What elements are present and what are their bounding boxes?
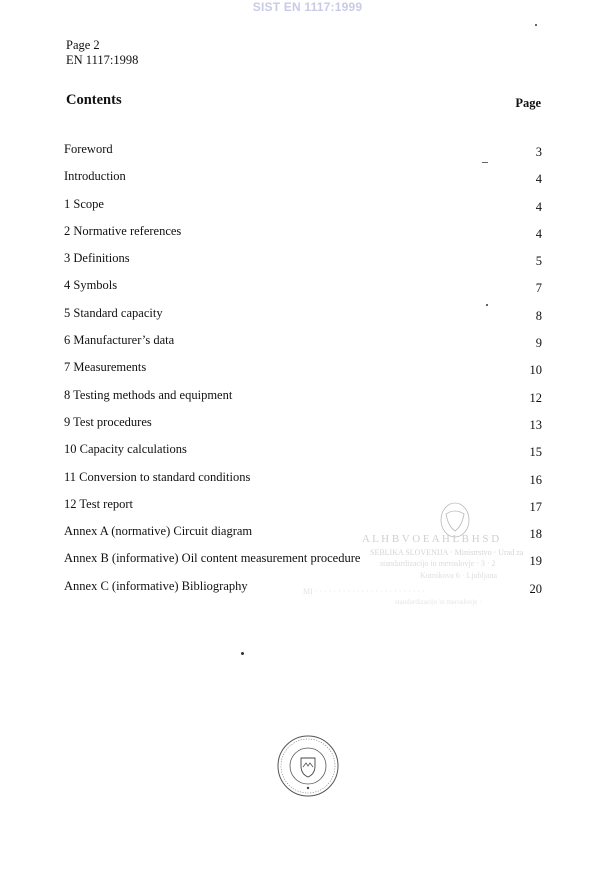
toc-entry (64, 169, 542, 196)
toc-entry-page: 18 (529, 527, 542, 542)
toc-entry-page: 17 (529, 499, 542, 514)
toc-entry-page: 5 (535, 254, 542, 269)
svg-text:Kotnikova 6 · Ljubljana: Kotnikova 6 · Ljubljana (420, 571, 498, 580)
toc-entry-title: 8 Testing methods and equipment (64, 387, 233, 402)
toc-entry-title: 9 Test procedures (64, 414, 152, 429)
svg-text:A L H B V O E A H L B H S: A L H B V O E A H L B H S D (362, 533, 500, 545)
toc-entry-title: 2 Normative references (64, 223, 182, 238)
toc-entry-page: 20 (529, 581, 542, 596)
toc-entry-title: 12 Test report (64, 496, 134, 511)
toc-entry-title: Annex A (normative) Circuit diagram (64, 524, 253, 539)
toc-entry-page: 9 (535, 336, 542, 351)
toc-entry-title: 3 Definitions (64, 251, 130, 266)
toc-entry (64, 470, 542, 497)
toc-entry-title: Foreword (64, 142, 113, 156)
toc-entry (64, 360, 542, 387)
toc-entry-title: 4 Symbols (64, 278, 118, 293)
toc-entry-page: 10 (529, 363, 542, 378)
toc-entry-page: 13 (529, 417, 542, 432)
scan-speck (486, 304, 488, 306)
toc-entry-page: 4 (535, 199, 542, 214)
svg-text:SEBLIKA SLOVENIJA · Ministrst: SEBLIKA SLOVENIJA · Ministrstvo · Urad za (370, 548, 524, 557)
scan-speck (482, 162, 488, 163)
toc-entry-title: Annex B (informative) Oil content measurement procedure (64, 551, 361, 566)
contents-title: Contents (66, 92, 122, 108)
toc-entry-title: 10 Capacity calculations (64, 442, 187, 457)
toc-entry (64, 442, 542, 469)
toc-entry-page: 15 (529, 445, 542, 460)
watermark-text: SIST EN 1117:1999 (252, 0, 363, 14)
toc-entry-page: 12 (529, 390, 542, 405)
document-id: EN 1117:1998 (66, 52, 139, 67)
toc-entry-title: Annex C (informative) Bibliography (64, 578, 248, 593)
toc-entry-page: 16 (529, 472, 542, 487)
toc-entry (64, 415, 542, 442)
toc-entry (64, 306, 542, 333)
page-column-label: Page (515, 96, 541, 110)
svg-text:standardizacijo in meroslovje: standardizacijo in meroslovje · 3 · 2 (380, 559, 496, 568)
faint-stamp-impression (300, 500, 550, 610)
page-number-line: Page 2 (66, 38, 100, 52)
toc-entry (64, 333, 542, 360)
toc-entry-title: Introduction (64, 169, 126, 184)
scan-speck (535, 24, 537, 26)
toc-entry (64, 251, 542, 278)
toc-entry-page: 4 (535, 226, 542, 241)
institutional-seal (276, 734, 340, 798)
toc-entry-page: 3 (535, 145, 542, 159)
toc-entry-title: 1 Scope (64, 196, 104, 211)
toc-entry-title: 7 Measurements (64, 360, 147, 375)
toc-entry (64, 278, 542, 305)
toc-entry-title: 11 Conversion to standard conditions (64, 469, 251, 484)
scan-speck (241, 652, 244, 655)
toc-entry (64, 224, 542, 251)
toc-entry-title: 5 Standard capacity (64, 305, 163, 320)
toc-entry-page: 7 (535, 281, 542, 296)
toc-entry-page: 19 (529, 554, 542, 569)
toc-entry (64, 197, 542, 224)
toc-entry (64, 142, 542, 169)
toc-entry-title: 6 Manufacturer’s data (64, 333, 175, 348)
svg-text:MI · · · · · · · · ·: MI · · · · · · · · · · · · · · · · · · · · · · · · (303, 587, 425, 596)
toc-entry-page: 4 (535, 172, 542, 187)
toc-entry (64, 388, 542, 415)
svg-text:standardizacijo in meroslovje: standardizacijo in meroslovje · (395, 598, 482, 606)
toc-entry-page: 8 (535, 308, 542, 323)
page-header (66, 38, 138, 67)
